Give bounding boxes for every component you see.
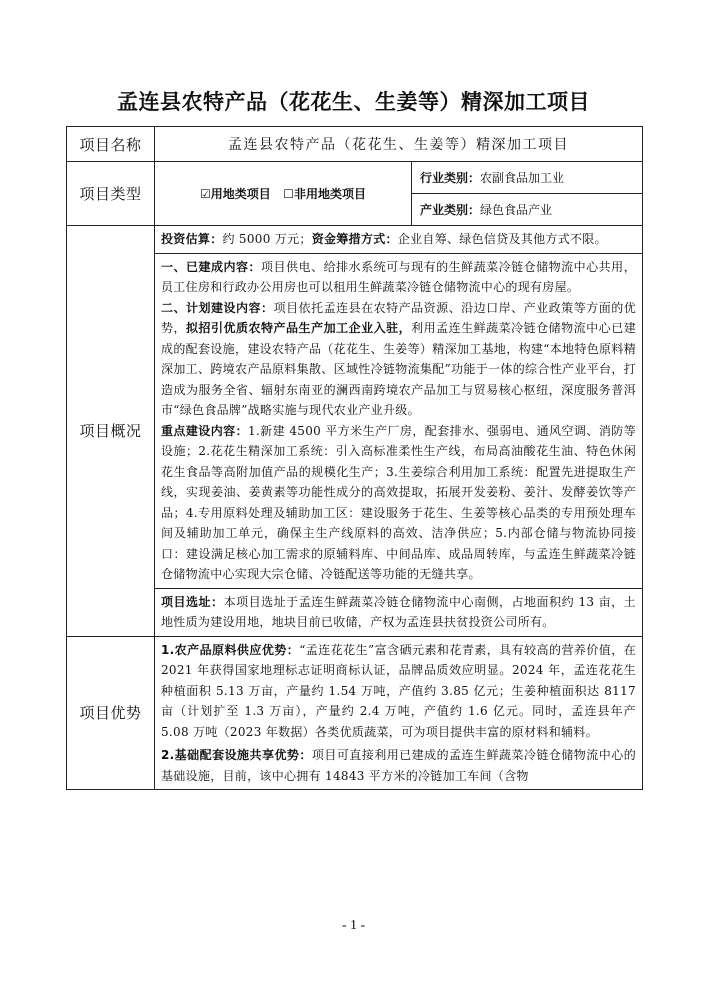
overview-content [155,226,643,637]
site-block [155,589,642,636]
adv2-text: 项目可直接利用已建成的孟连生鲜蔬菜冷链仓储物流中心的基础设施，目前，该中心拥有 14843 平方米的冷链加工车间（含物 [161,748,637,783]
sector-category [412,194,643,226]
label-overview: 项目概况 [67,226,155,637]
advantage-2 [155,745,642,789]
built-text: 项目供电、给排水系统可与现有的生鲜蔬菜冷链仓储物流中心共用，员工住房和行政办公用房也可以租用生鲜蔬菜冷链仓储物流中心的现有房屋。 [161,259,636,294]
row-project-name [67,127,643,162]
investment-block [155,226,642,254]
industry-label: 行业类别： [420,171,481,185]
plan-text-2: 利用孟连生鲜蔬菜冷链仓储物流中心已建成的配套设施，建设农特产品（花花生、生姜等）精深加工基地，构建“本地特色原料精深加工、跨境农产品原料集散、区域性冷链物流集配”功能于一体的综合性产业平台，打造成为服务全省、辐射东南亚的澜西南跨境农产品加工与贸易核心枢纽，深度服务普洱市“绿色食品牌”战略实施与现代农业产业升级。 [161,321,636,417]
label-advantage: 项目优势 [67,636,155,790]
project-type-options [155,162,412,226]
construction-block [155,254,642,589]
plan-label: 二、计划建设内容： [161,300,274,315]
option-non-land-use: ☐非用地类项目 [283,187,367,201]
plan-bold: 拟招引优质农特产品生产加工企业入驻， [186,321,412,335]
project-name-value: 孟连县农特产品（花花生、生姜等）精深加工项目 [155,127,643,162]
key-label: 重点建设内容： [161,423,249,438]
plan-text-1: 项目依托孟连县在农特产品资源、沿边口岸、产业政策等方面的优势， [161,300,637,335]
key-text: 1.新建 4500 平方米生产厂房，配套排水、强弱电、通风空调、消防等设施；2.花花生精深加工系统：引入高标准柔性生产线，布局高油酸花生油、特色休闲花生食品等高附加值产品的规模化生产；3.生姜综合利用加工系统：配置先进提取生产线，实现姜油、姜黄素等功能性成分的高效提取，拓展开发姜粉、姜汁、发酵姜饮等产品；4.专用原料处理及辅助加工区：建设服务于花生、生姜等核心品类的专用预处理车间及辅助加工单元，确保主生产线原料的高效、洁净供应；5.内部仓储与物流协同接口：建设满足核心加工需求的原辅料库、中间品库、成品周转库，与孟连生鲜蔬菜冷链仓储物流中心实现大宗仓储、冷链配送等功能的无缝共享。 [161,423,636,581]
adv1-text: “孟连花花生”富含硒元素和花青素，具有较高的营养价值，在 2021 年获得国家地理标志证明商标认证，品牌品质效应明显。2024 年，孟连花花生种植面积 5.13 万亩，产量约 1.54 万吨，产值约 3.85 亿元；生姜种植面积达 8117 亩（计划扩至 1.3 万亩），产量约 2.4 万吨，产值约 1.6 亿元。同时，孟连县年产 5.08 万吨（2023 年数据）各类优质蔬菜，可为项目提供丰富的原材料和辅料。 [161,642,637,739]
site-text: 本项目选址于孟连生鲜蔬菜冷链仓储物流中心南侧，占地面积约 13 亩，土地性质为建设用地，地块目前已收储，产权为孟连县扶贫投资公司所有。 [161,594,636,629]
investment-label: 投资估算： [161,232,223,246]
site-label: 项目选址： [161,594,224,609]
page-number: - 1 - [341,918,366,933]
funding-text: 企业自筹、绿色信贷及其他方式不限。 [397,232,607,246]
adv2-label: 2.基础配套设施共享优势： [161,748,312,762]
label-project-name: 项目名称 [67,127,155,162]
sector-value: 绿色食品产业 [480,203,553,217]
row-project-type-1 [67,162,643,194]
row-advantage [67,636,643,790]
funding-label: 资金筹措方式： [311,232,398,246]
project-table [66,126,643,790]
industry-value: 农副食品加工业 [480,171,565,185]
sector-label: 产业类别： [420,203,481,217]
advantage-content [155,636,643,790]
built-label: 一、已建成内容： [161,259,262,274]
advantage-1 [155,637,642,746]
investment-text: 约 5000 万元； [222,232,312,246]
adv1-label: 1.农产品原料供应优势： [161,642,300,657]
label-project-type: 项目类型 [67,162,155,226]
option-land-use: ☑用地类项目 [199,187,271,201]
industry-category [412,162,643,194]
document-title: 孟连县农特产品（花花生、生姜等）精深加工项目 [117,90,590,114]
row-overview [67,226,643,637]
